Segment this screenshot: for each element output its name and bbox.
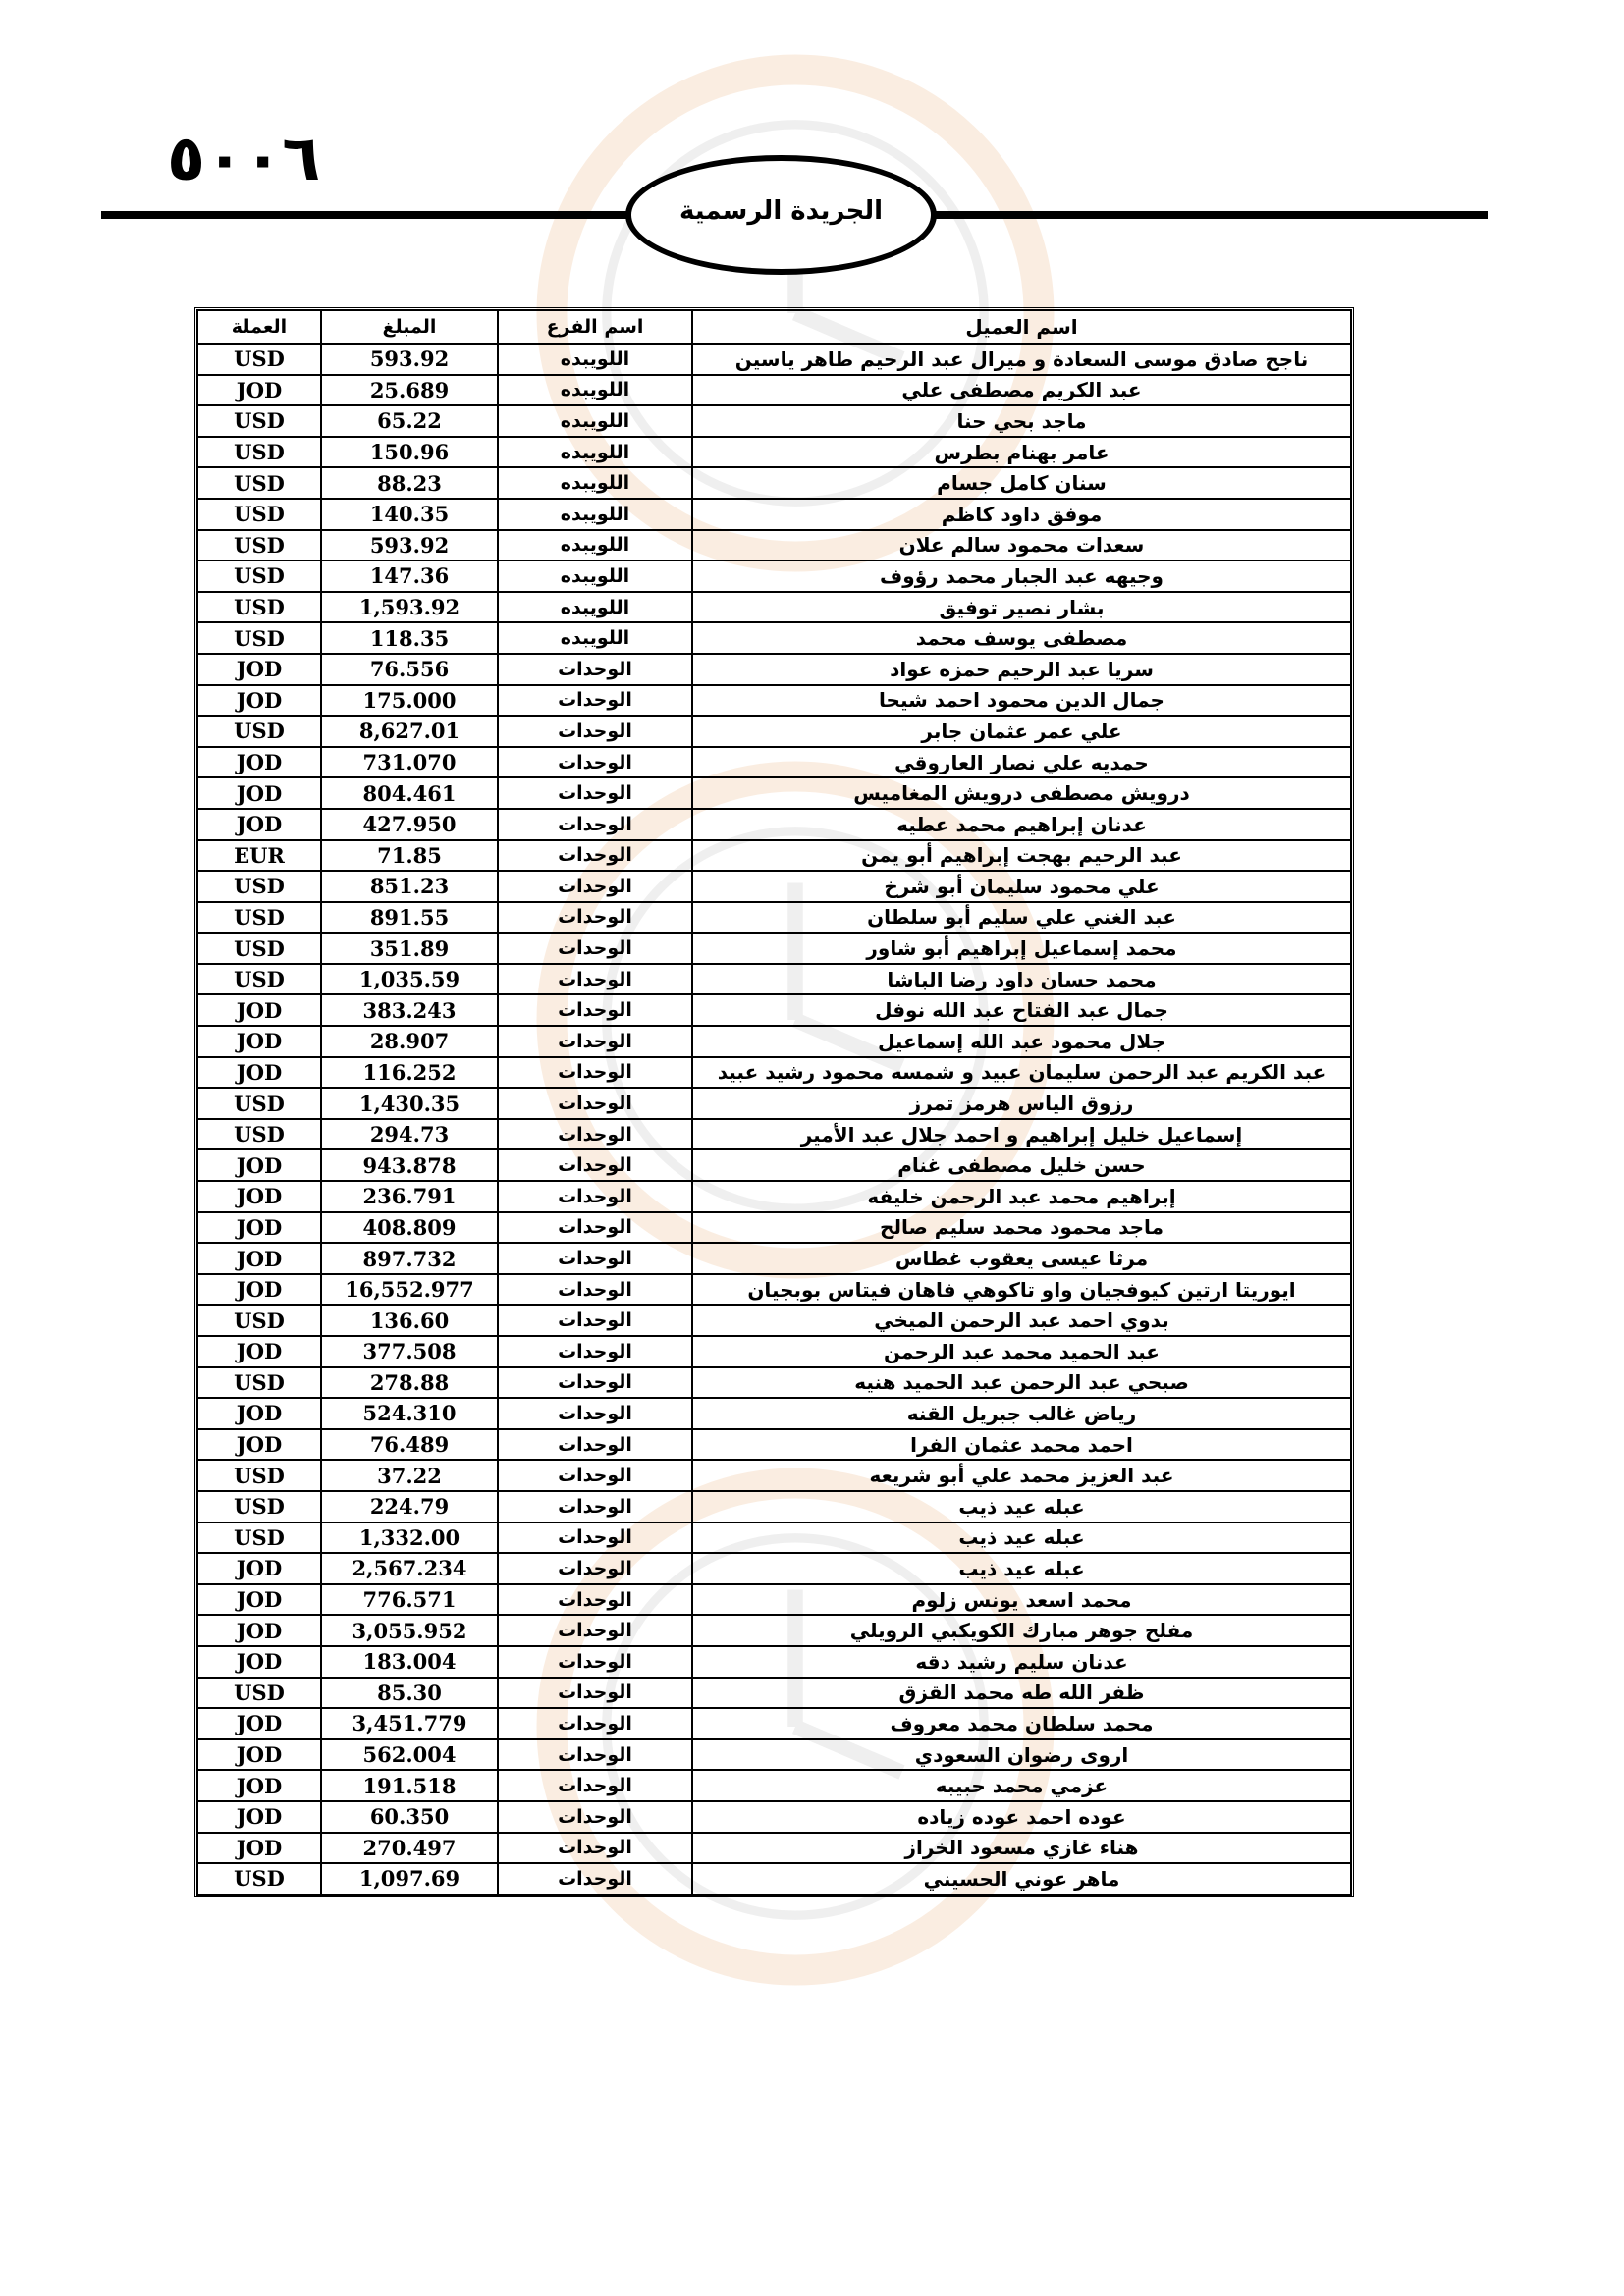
cell-currency: JOD — [197, 1057, 321, 1089]
cell-currency: JOD — [197, 1243, 321, 1274]
cell-customer-name: محمد سلطان محمد معروف — [692, 1708, 1351, 1739]
cell-branch: الوحدات — [498, 1491, 692, 1522]
cell-currency: USD — [197, 1088, 321, 1119]
cell-branch: الوحدات — [498, 1181, 692, 1212]
cell-customer-name: ماجد بحي حنا — [692, 405, 1351, 437]
cell-branch: الوحدات — [498, 1367, 692, 1399]
cell-branch: الوحدات — [498, 747, 692, 778]
cell-customer-name: إسماعيل خليل إبراهيم و احمد جلال عبد الأمير — [692, 1119, 1351, 1150]
cell-currency: JOD — [197, 1398, 321, 1429]
cell-currency: JOD — [197, 1181, 321, 1212]
cell-customer-name: مرثا عيسى يعقوب غطاس — [692, 1243, 1351, 1274]
header-title: الجريدة الرسمية — [679, 196, 883, 226]
cell-branch: الوحدات — [498, 1615, 692, 1646]
cell-branch: الوحدات — [498, 1863, 692, 1895]
cell-branch: اللويبده — [498, 405, 692, 437]
cell-customer-name: ماهر عوني الحسيني — [692, 1863, 1351, 1895]
table-row — [197, 1026, 1351, 1057]
cell-amount: 1,097.69 — [321, 1863, 498, 1895]
cell-branch: الوحدات — [498, 1646, 692, 1678]
cell-customer-name: عبد الكريم عبد الرحمن سليمان عبيد و شمسه محمود رشيد عبيد — [692, 1057, 1351, 1089]
cell-branch: الوحدات — [498, 1398, 692, 1429]
table-row — [197, 1429, 1351, 1461]
cell-customer-name: سنان كامل جسام — [692, 467, 1351, 499]
cell-amount: 1,593.92 — [321, 592, 498, 623]
cell-amount: 25.689 — [321, 375, 498, 406]
cell-branch: اللويبده — [498, 622, 692, 654]
table-row — [197, 871, 1351, 902]
cell-currency: JOD — [197, 1336, 321, 1367]
cell-branch: الوحدات — [498, 1708, 692, 1739]
header-oval — [625, 155, 937, 275]
table-row — [197, 1615, 1351, 1646]
cell-branch: الوحدات — [498, 840, 692, 872]
table-row — [197, 1801, 1351, 1833]
cell-currency: JOD — [197, 1615, 321, 1646]
page-number: ٥٠٠٦ — [167, 123, 321, 195]
cell-customer-name: عبله عيد ذيب — [692, 1553, 1351, 1584]
cell-amount: 191.518 — [321, 1770, 498, 1801]
cell-amount: 175.000 — [321, 685, 498, 717]
cell-customer-name: هناء غازي مسعود الخراز — [692, 1833, 1351, 1864]
cell-customer-name: علي عمر عثمان جابر — [692, 716, 1351, 747]
cell-amount: 37.22 — [321, 1460, 498, 1491]
cell-amount: 150.96 — [321, 437, 498, 468]
table-row — [197, 1274, 1351, 1306]
table-row — [197, 499, 1351, 530]
table-row — [197, 809, 1351, 840]
cell-currency: JOD — [197, 1584, 321, 1616]
cell-branch: الوحدات — [498, 1305, 692, 1336]
cell-currency: JOD — [197, 1553, 321, 1584]
cell-customer-name: سريا عبد الرحيم حمزه عواد — [692, 654, 1351, 685]
cell-amount: 427.950 — [321, 809, 498, 840]
cell-currency: USD — [197, 933, 321, 964]
table-row — [197, 1491, 1351, 1522]
cell-customer-name: ظفر الله طه محمد القزق — [692, 1678, 1351, 1709]
cell-branch: الوحدات — [498, 1833, 692, 1864]
table-row — [197, 1181, 1351, 1212]
cell-amount: 224.79 — [321, 1491, 498, 1522]
cell-amount: 3,451.779 — [321, 1708, 498, 1739]
cell-currency: USD — [197, 871, 321, 902]
cell-amount: 147.36 — [321, 561, 498, 592]
cell-amount: 562.004 — [321, 1739, 498, 1771]
cell-amount: 71.85 — [321, 840, 498, 872]
cell-branch: اللويبده — [498, 530, 692, 561]
cell-currency: JOD — [197, 1149, 321, 1181]
cell-currency: USD — [197, 561, 321, 592]
cell-customer-name: عزمي محمد حبيبه — [692, 1770, 1351, 1801]
cell-branch: اللويبده — [498, 437, 692, 468]
cell-branch: الوحدات — [498, 1336, 692, 1367]
cell-amount: 60.350 — [321, 1801, 498, 1833]
cell-customer-name: عبد الكريم مصطفى علي — [692, 375, 1351, 406]
cell-customer-name: صبحي عبد الرحمن عبد الحميد هنيه — [692, 1367, 1351, 1399]
cell-currency: USD — [197, 964, 321, 995]
cell-currency: JOD — [197, 685, 321, 717]
cell-customer-name: عبد الغني علي سليم أبو سلطان — [692, 902, 1351, 934]
cell-currency: JOD — [197, 1801, 321, 1833]
table-row — [197, 561, 1351, 592]
cell-customer-name: اروى رضوان السعودي — [692, 1739, 1351, 1771]
cell-currency: USD — [197, 1460, 321, 1491]
cell-branch: الوحدات — [498, 1429, 692, 1461]
cell-customer-name: موفق داود كاظم — [692, 499, 1351, 530]
cell-branch: الوحدات — [498, 1801, 692, 1833]
cell-amount: 851.23 — [321, 871, 498, 902]
cell-branch: الوحدات — [498, 1739, 692, 1771]
cell-amount: 3,055.952 — [321, 1615, 498, 1646]
table-row — [197, 777, 1351, 809]
table-row — [197, 592, 1351, 623]
cell-currency: USD — [197, 592, 321, 623]
cell-amount: 1,332.00 — [321, 1522, 498, 1554]
cell-branch: اللويبده — [498, 344, 692, 375]
cell-branch: الوحدات — [498, 1026, 692, 1057]
cell-amount: 731.070 — [321, 747, 498, 778]
cell-amount: 236.791 — [321, 1181, 498, 1212]
cell-branch: الوحدات — [498, 1460, 692, 1491]
cell-branch: الوحدات — [498, 1678, 692, 1709]
cell-currency: JOD — [197, 747, 321, 778]
cell-branch: الوحدات — [498, 1057, 692, 1089]
cell-currency: USD — [197, 1119, 321, 1150]
cell-branch: الوحدات — [498, 871, 692, 902]
cell-currency: USD — [197, 405, 321, 437]
cell-currency: JOD — [197, 1739, 321, 1771]
cell-amount: 116.252 — [321, 1057, 498, 1089]
header-customer-name: اسم العميل — [692, 310, 1351, 344]
cell-amount: 140.35 — [321, 499, 498, 530]
table-row — [197, 1739, 1351, 1771]
cell-customer-name: بشار نصير توفيق — [692, 592, 1351, 623]
table-row — [197, 1460, 1351, 1491]
cell-currency: USD — [197, 437, 321, 468]
table-row — [197, 1863, 1351, 1895]
cell-currency: JOD — [197, 1274, 321, 1306]
cell-amount: 408.809 — [321, 1212, 498, 1244]
records-table — [194, 307, 1354, 1897]
cell-branch: الوحدات — [498, 902, 692, 934]
table-row — [197, 375, 1351, 406]
cell-currency: JOD — [197, 1212, 321, 1244]
cell-customer-name: جلال محمود عبد الله إسماعيل — [692, 1026, 1351, 1057]
cell-currency: JOD — [197, 1833, 321, 1864]
table-row — [197, 467, 1351, 499]
cell-customer-name: رزوق الياس هرمز تمرز — [692, 1088, 1351, 1119]
table-row — [197, 530, 1351, 561]
cell-customer-name: ناجح صادق موسى السعادة و ميرال عبد الرحيم طاهر ياسين — [692, 344, 1351, 375]
table-row — [197, 902, 1351, 934]
cell-currency: USD — [197, 1367, 321, 1399]
cell-customer-name: محمد إسماعيل إبراهيم أبو شاور — [692, 933, 1351, 964]
cell-currency: USD — [197, 1863, 321, 1895]
cell-branch: الوحدات — [498, 1119, 692, 1150]
cell-amount: 383.243 — [321, 994, 498, 1026]
table-row — [197, 964, 1351, 995]
table-row — [197, 1708, 1351, 1739]
cell-amount: 804.461 — [321, 777, 498, 809]
cell-amount: 776.571 — [321, 1584, 498, 1616]
cell-branch: الوحدات — [498, 1088, 692, 1119]
cell-currency: JOD — [197, 375, 321, 406]
cell-currency: EUR — [197, 840, 321, 872]
cell-branch: الوحدات — [498, 1584, 692, 1616]
cell-customer-name: سعدات محمود سالم علان — [692, 530, 1351, 561]
table-row — [197, 622, 1351, 654]
cell-branch: الوحدات — [498, 1274, 692, 1306]
header-branch-name: اسم الفرع — [498, 310, 692, 344]
cell-branch: الوحدات — [498, 685, 692, 717]
cell-amount: 65.22 — [321, 405, 498, 437]
table-row — [197, 685, 1351, 717]
cell-customer-name: عبد العزيز محمد علي أبو شريعه — [692, 1460, 1351, 1491]
table-row — [197, 747, 1351, 778]
cell-currency: USD — [197, 344, 321, 375]
cell-customer-name: عدنان إبراهيم محمد عطيه — [692, 809, 1351, 840]
table-row — [197, 1243, 1351, 1274]
table-row — [197, 1305, 1351, 1336]
cell-customer-name: ايوريتا ارتين كيوفجيان واو تاكوهي فاهان فيتاس بوبجيان — [692, 1274, 1351, 1306]
cell-customer-name: عبله عيد ذيب — [692, 1522, 1351, 1554]
table-row — [197, 1522, 1351, 1554]
cell-currency: USD — [197, 1491, 321, 1522]
header-currency: العملة — [197, 310, 321, 344]
cell-branch: الوحدات — [498, 1149, 692, 1181]
cell-customer-name: مصطفى يوسف محمد — [692, 622, 1351, 654]
cell-currency: JOD — [197, 777, 321, 809]
cell-currency: JOD — [197, 1770, 321, 1801]
cell-customer-name: حمديه علي نصار العاروقي — [692, 747, 1351, 778]
table-row — [197, 716, 1351, 747]
table-row — [197, 840, 1351, 872]
cell-amount: 76.489 — [321, 1429, 498, 1461]
table-row — [197, 1584, 1351, 1616]
cell-currency: JOD — [197, 1646, 321, 1678]
cell-customer-name: عوده احمد عوده زياده — [692, 1801, 1351, 1833]
cell-amount: 294.73 — [321, 1119, 498, 1150]
table-row — [197, 1398, 1351, 1429]
cell-currency: USD — [197, 1678, 321, 1709]
cell-customer-name: عبله عيد ذيب — [692, 1491, 1351, 1522]
cell-customer-name: حسن خليل مصطفى غنام — [692, 1149, 1351, 1181]
cell-customer-name: علي محمود سليمان أبو شرخ — [692, 871, 1351, 902]
cell-branch: الوحدات — [498, 933, 692, 964]
cell-amount: 136.60 — [321, 1305, 498, 1336]
cell-branch: الوحدات — [498, 777, 692, 809]
table-row — [197, 1212, 1351, 1244]
cell-customer-name: عامر بهنام بطرس — [692, 437, 1351, 468]
cell-branch: اللويبده — [498, 467, 692, 499]
cell-branch: الوحدات — [498, 809, 692, 840]
table-row — [197, 1553, 1351, 1584]
cell-customer-name: درويش مصطفى درويش المغاميس — [692, 777, 1351, 809]
cell-currency: USD — [197, 622, 321, 654]
cell-amount: 8,627.01 — [321, 716, 498, 747]
cell-customer-name: ماجد محمود محمد سليم صالح — [692, 1212, 1351, 1244]
cell-branch: الوحدات — [498, 654, 692, 685]
table-row — [197, 1770, 1351, 1801]
cell-currency: USD — [197, 499, 321, 530]
cell-branch: اللويبده — [498, 499, 692, 530]
table-row — [197, 405, 1351, 437]
table-row — [197, 1833, 1351, 1864]
cell-currency: JOD — [197, 654, 321, 685]
cell-currency: USD — [197, 530, 321, 561]
cell-branch: الوحدات — [498, 964, 692, 995]
cell-amount: 593.92 — [321, 530, 498, 561]
cell-amount: 118.35 — [321, 622, 498, 654]
cell-amount: 28.907 — [321, 1026, 498, 1057]
table-row — [197, 1367, 1351, 1399]
cell-amount: 16,552.977 — [321, 1274, 498, 1306]
cell-currency: USD — [197, 1522, 321, 1554]
cell-branch: الوحدات — [498, 716, 692, 747]
table-row — [197, 1678, 1351, 1709]
table-row — [197, 437, 1351, 468]
cell-branch: الوحدات — [498, 994, 692, 1026]
table-row — [197, 344, 1351, 375]
cell-customer-name: وجيهه عبد الجبار محمد رؤوف — [692, 561, 1351, 592]
cell-currency: USD — [197, 1305, 321, 1336]
table-row — [197, 654, 1351, 685]
cell-amount: 943.878 — [321, 1149, 498, 1181]
table-row — [197, 1149, 1351, 1181]
cell-customer-name: عبد الرحيم بهجت إبراهيم أبو يمن — [692, 840, 1351, 872]
cell-amount: 278.88 — [321, 1367, 498, 1399]
cell-amount: 85.30 — [321, 1678, 498, 1709]
cell-currency: JOD — [197, 994, 321, 1026]
cell-amount: 593.92 — [321, 344, 498, 375]
cell-currency: JOD — [197, 1026, 321, 1057]
cell-amount: 270.497 — [321, 1833, 498, 1864]
cell-amount: 88.23 — [321, 467, 498, 499]
cell-currency: JOD — [197, 809, 321, 840]
header-amount: المبلغ — [321, 310, 498, 344]
cell-customer-name: احمد محمد عثمان الفرا — [692, 1429, 1351, 1461]
cell-customer-name: رياض غالب جبريل القنه — [692, 1398, 1351, 1429]
cell-currency: JOD — [197, 1429, 321, 1461]
cell-customer-name: محمد اسعد يونس زلوم — [692, 1584, 1351, 1616]
table-row — [197, 1336, 1351, 1367]
cell-customer-name: إبراهيم محمد عبد الرحمن خليفه — [692, 1181, 1351, 1212]
cell-customer-name: جمال عبد الفتاح عبد الله نوفل — [692, 994, 1351, 1026]
cell-customer-name: بدوي احمد عبد الرحمن الميخي — [692, 1305, 1351, 1336]
table-row — [197, 994, 1351, 1026]
cell-branch: الوحدات — [498, 1243, 692, 1274]
cell-amount: 377.508 — [321, 1336, 498, 1367]
cell-branch: الوحدات — [498, 1212, 692, 1244]
cell-customer-name: عدنان سليم رشيد دقه — [692, 1646, 1351, 1678]
table-row — [197, 933, 1351, 964]
table-row — [197, 1057, 1351, 1089]
cell-amount: 524.310 — [321, 1398, 498, 1429]
cell-branch: الوحدات — [498, 1522, 692, 1554]
table-header-row — [197, 310, 1351, 344]
cell-amount: 2,567.234 — [321, 1553, 498, 1584]
table-row — [197, 1088, 1351, 1119]
cell-branch: اللويبده — [498, 375, 692, 406]
cell-amount: 1,035.59 — [321, 964, 498, 995]
cell-branch: الوحدات — [498, 1770, 692, 1801]
table-row — [197, 1646, 1351, 1678]
table-row — [197, 1119, 1351, 1150]
cell-amount: 891.55 — [321, 902, 498, 934]
cell-amount: 351.89 — [321, 933, 498, 964]
cell-currency: USD — [197, 467, 321, 499]
cell-customer-name: عبد الحميد محمد عبد الرحمن — [692, 1336, 1351, 1367]
cell-amount: 1,430.35 — [321, 1088, 498, 1119]
cell-amount: 183.004 — [321, 1646, 498, 1678]
cell-branch: اللويبده — [498, 561, 692, 592]
cell-customer-name: جمال الدين محمود احمد شيحا — [692, 685, 1351, 717]
cell-branch: اللويبده — [498, 592, 692, 623]
cell-currency: JOD — [197, 1708, 321, 1739]
cell-currency: USD — [197, 716, 321, 747]
cell-amount: 76.556 — [321, 654, 498, 685]
cell-branch: الوحدات — [498, 1553, 692, 1584]
cell-customer-name: مفلح جوهر مبارك الكويكبي الرويلي — [692, 1615, 1351, 1646]
cell-customer-name: محمد حسان داود رضا الباشا — [692, 964, 1351, 995]
cell-amount: 897.732 — [321, 1243, 498, 1274]
cell-currency: USD — [197, 902, 321, 934]
